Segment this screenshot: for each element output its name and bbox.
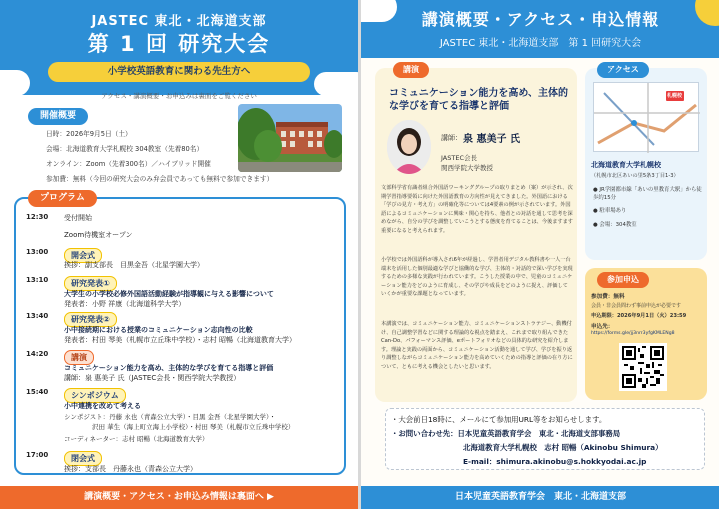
overview-date: 日時：2026年9月5日（土） bbox=[46, 130, 132, 138]
map-marker-label: 札幌校 bbox=[667, 93, 683, 99]
program-detail: 発表者：村田 琴美（札幌市立丘珠中学校）・志村 昭暢（北海道教育大学） bbox=[64, 336, 296, 344]
program-text: Zoom待機室オープン bbox=[64, 231, 133, 239]
program-tag: 講演 bbox=[64, 350, 94, 365]
program-title: 大学生の小学校必修外国語活動経験が指導観に与える影響について bbox=[64, 290, 274, 298]
lecture-title: コミュニケーション能力を高め、主体的な学びを育てる指導と評価 bbox=[389, 88, 568, 112]
contact-line: 北海道教育大学札幌校 志村 昭暢（Akinobu Shimura） bbox=[463, 443, 663, 452]
back-page bbox=[361, 0, 719, 509]
speaker-photo bbox=[387, 120, 431, 174]
back-footer: 日本児童英語教育学会 東北・北海道支部 bbox=[361, 486, 719, 509]
apply-form-link[interactable]: https://forms.gle/jj3nrr3yfgKMLENg8 bbox=[591, 331, 675, 336]
apply-line: 参加費：無料 bbox=[591, 294, 625, 300]
overview-online: オンライン：Zoom（先着300名）／ハイブリッド開催 bbox=[46, 160, 211, 168]
program-time: 13:40 bbox=[26, 312, 49, 320]
program-text: 受付開始 bbox=[64, 214, 92, 222]
program-detail: 挨拶：支部長 丹藤永也（青森公立大学） bbox=[64, 465, 197, 473]
program-detail: 講師：泉 惠美子 氏（JASTEC会長・関西学院大学教授） bbox=[64, 374, 241, 382]
apply-line: 申込先： bbox=[591, 324, 614, 330]
lecture-paragraph: 本講演では、コミュニケーション能力、コミュニケーションストラテジー、動機付け、自己調整学習などに関する理論的な視点を踏まえ、これまで取り組んできたCan-Do、パフォーマンス評価、eポートフォリオなどの具体的な研究を紹介します。理論と実践の両面から、コミュニケーション活動を通して学び、学びを振り返り調整しながらコミュニケーション能力を高めていくための指導と評価の在り方について、ともに考える機会としたいと思います。 bbox=[381, 321, 573, 370]
apply-label: 参加申込 bbox=[597, 272, 649, 288]
program-tag: シンポジウム bbox=[64, 388, 126, 403]
overview-venue: 会場：北海道教育大学札幌校 304教室（先着80名） bbox=[46, 145, 204, 153]
overview-label: 開催概要 bbox=[28, 108, 88, 125]
program-time: 15:40 bbox=[26, 388, 49, 396]
event-title: 第 1 回 研究大会 bbox=[87, 32, 271, 56]
lecture-paragraph: 文部科学省有識者組合外国語ワーキンググループの取りまとめ（案）が示され、次期学習指導要領に向けた外国語教育の方向性が見えてきました。外国語における「学びの見方・考え方」の明確化等については4要素の例が示されています。外国語によるコミュニケーションに興味・関心を持ち、他者との対話を通して思考を深めながら、自分の学びを調整していこうとする態度を育てることは、今後ますます重要になると考えられます。 bbox=[381, 185, 573, 234]
back-page-note: アクセス・講演概要・お申込みは裏面をご覧ください bbox=[101, 92, 257, 100]
theme-banner: 小学校英語教育に関わる先生方へ bbox=[48, 62, 310, 82]
back-subtitle: JASTEC 東北・北海道支部 第 1 回研究大会 bbox=[439, 38, 642, 49]
program-time: 12:30 bbox=[26, 213, 49, 221]
access-item: ● 駐車場あり bbox=[593, 208, 627, 214]
lecture-paragraph: 小学校では外国語科が導入され6年が経過し、学習者用デジタル教科書や一人一台端末を活用した個別最適な学びと協働的な学び、主体的・対話的で深い学びを実現するための多様な実践が行われています。こうした授業の中で、児童のコミュニケーション能力をどのように育成し、その学びや成長をどのように捉え、評価していくかが重要な課題となっています。 bbox=[381, 257, 573, 298]
program-time: 13:00 bbox=[26, 248, 49, 256]
access-item: ● 会場：304教室 bbox=[593, 222, 637, 228]
venue-name: 北海道教育大学札幌校 bbox=[591, 161, 661, 169]
contact-email[interactable]: E-mail：shimura.akinobu@s.hokkyodai.ac.jp bbox=[463, 457, 647, 466]
access-item-text: 駐車場あり bbox=[599, 208, 627, 214]
venue-address: （札幌市北区あいの里5条3丁目1-3） bbox=[591, 173, 679, 179]
contact-line: ・大会前日18時に、メールにて参加用URL等をお知らせします。 bbox=[391, 415, 607, 424]
program-detail: シンポジスト：丹藤 永也（青森公立大学）・目黒 金吾（北星学園大学）・ bbox=[64, 413, 276, 421]
program-detail: 発表者：小野 祥康（北海道科学大学） bbox=[64, 300, 186, 308]
program-tag: 研究発表① bbox=[64, 276, 117, 291]
program-title: コミュニケーション能力を高め、主体的な学びを育てる指導と評価 bbox=[64, 364, 274, 372]
contact-line: ・お問い合わせ先：日本児童英語教育学会 東北・北海道支部事務局 bbox=[391, 429, 621, 438]
speaker-prefix: 講師： bbox=[441, 134, 462, 142]
program-title: 小中接続期における授業のコミュニケーション志向性の比較 bbox=[64, 326, 253, 334]
program-time: 14:20 bbox=[26, 350, 49, 358]
apply-line: 会員・非会員問わず事前申込が必要です bbox=[591, 303, 682, 309]
lecture-label: 講演 bbox=[393, 62, 429, 78]
access-item-text: 会場：304教室 bbox=[599, 222, 637, 228]
program-detail: 沢田 華生（海上町立海上小学校）・村田 琴美（札幌市立丘珠中学校） bbox=[92, 423, 295, 431]
program-label: プログラム bbox=[28, 190, 97, 207]
program-time: 13:10 bbox=[26, 276, 49, 284]
program-time: 17:00 bbox=[26, 451, 49, 459]
speaker-name: 泉 惠美子 氏 bbox=[463, 134, 520, 145]
program-detail: 挨拶：副支部長 目黒金吾（北星学園大学） bbox=[64, 261, 204, 269]
access-map bbox=[593, 82, 699, 152]
back-title: 講演概要・アクセス・申込情報 bbox=[421, 10, 660, 29]
overview-fee: 参加費：無料（今回の研究大会のみ弁会員であっても無料で参加できます） bbox=[46, 175, 274, 183]
qr-code bbox=[619, 343, 667, 391]
speaker-role: JASTEC会長 bbox=[441, 154, 477, 162]
program-tag: 研究発表② bbox=[64, 312, 117, 327]
access-item-text: JR学園都市線「あいの里教育大駅」から徒歩約15分 bbox=[593, 187, 702, 201]
front-header bbox=[0, 0, 358, 95]
access-item: ● JR学園都市線「あいの里教育大駅」から徒歩約15分 bbox=[593, 187, 702, 201]
back-header bbox=[361, 0, 719, 58]
program-tag: 開会式 bbox=[64, 248, 102, 263]
speaker-role: 関西学院大学教授 bbox=[441, 164, 493, 172]
program-title: 小中連携を改めて考える bbox=[64, 402, 141, 410]
front-page bbox=[0, 0, 358, 509]
org-name: JASTEC 東北・北海道支部 bbox=[91, 14, 267, 29]
program-tag: 閉会式 bbox=[64, 451, 102, 466]
front-footer: 講演概要・アクセス・お申込み情報は裏面へ ▶ bbox=[0, 486, 358, 509]
campus-photo bbox=[238, 104, 342, 172]
apply-deadline: 申込期限：2026年9月1日（火）23:59 bbox=[591, 313, 687, 319]
program-detail: コーディネーター：志村 昭暢（北海道教育大学） bbox=[64, 435, 209, 443]
access-label: アクセス bbox=[597, 62, 649, 78]
